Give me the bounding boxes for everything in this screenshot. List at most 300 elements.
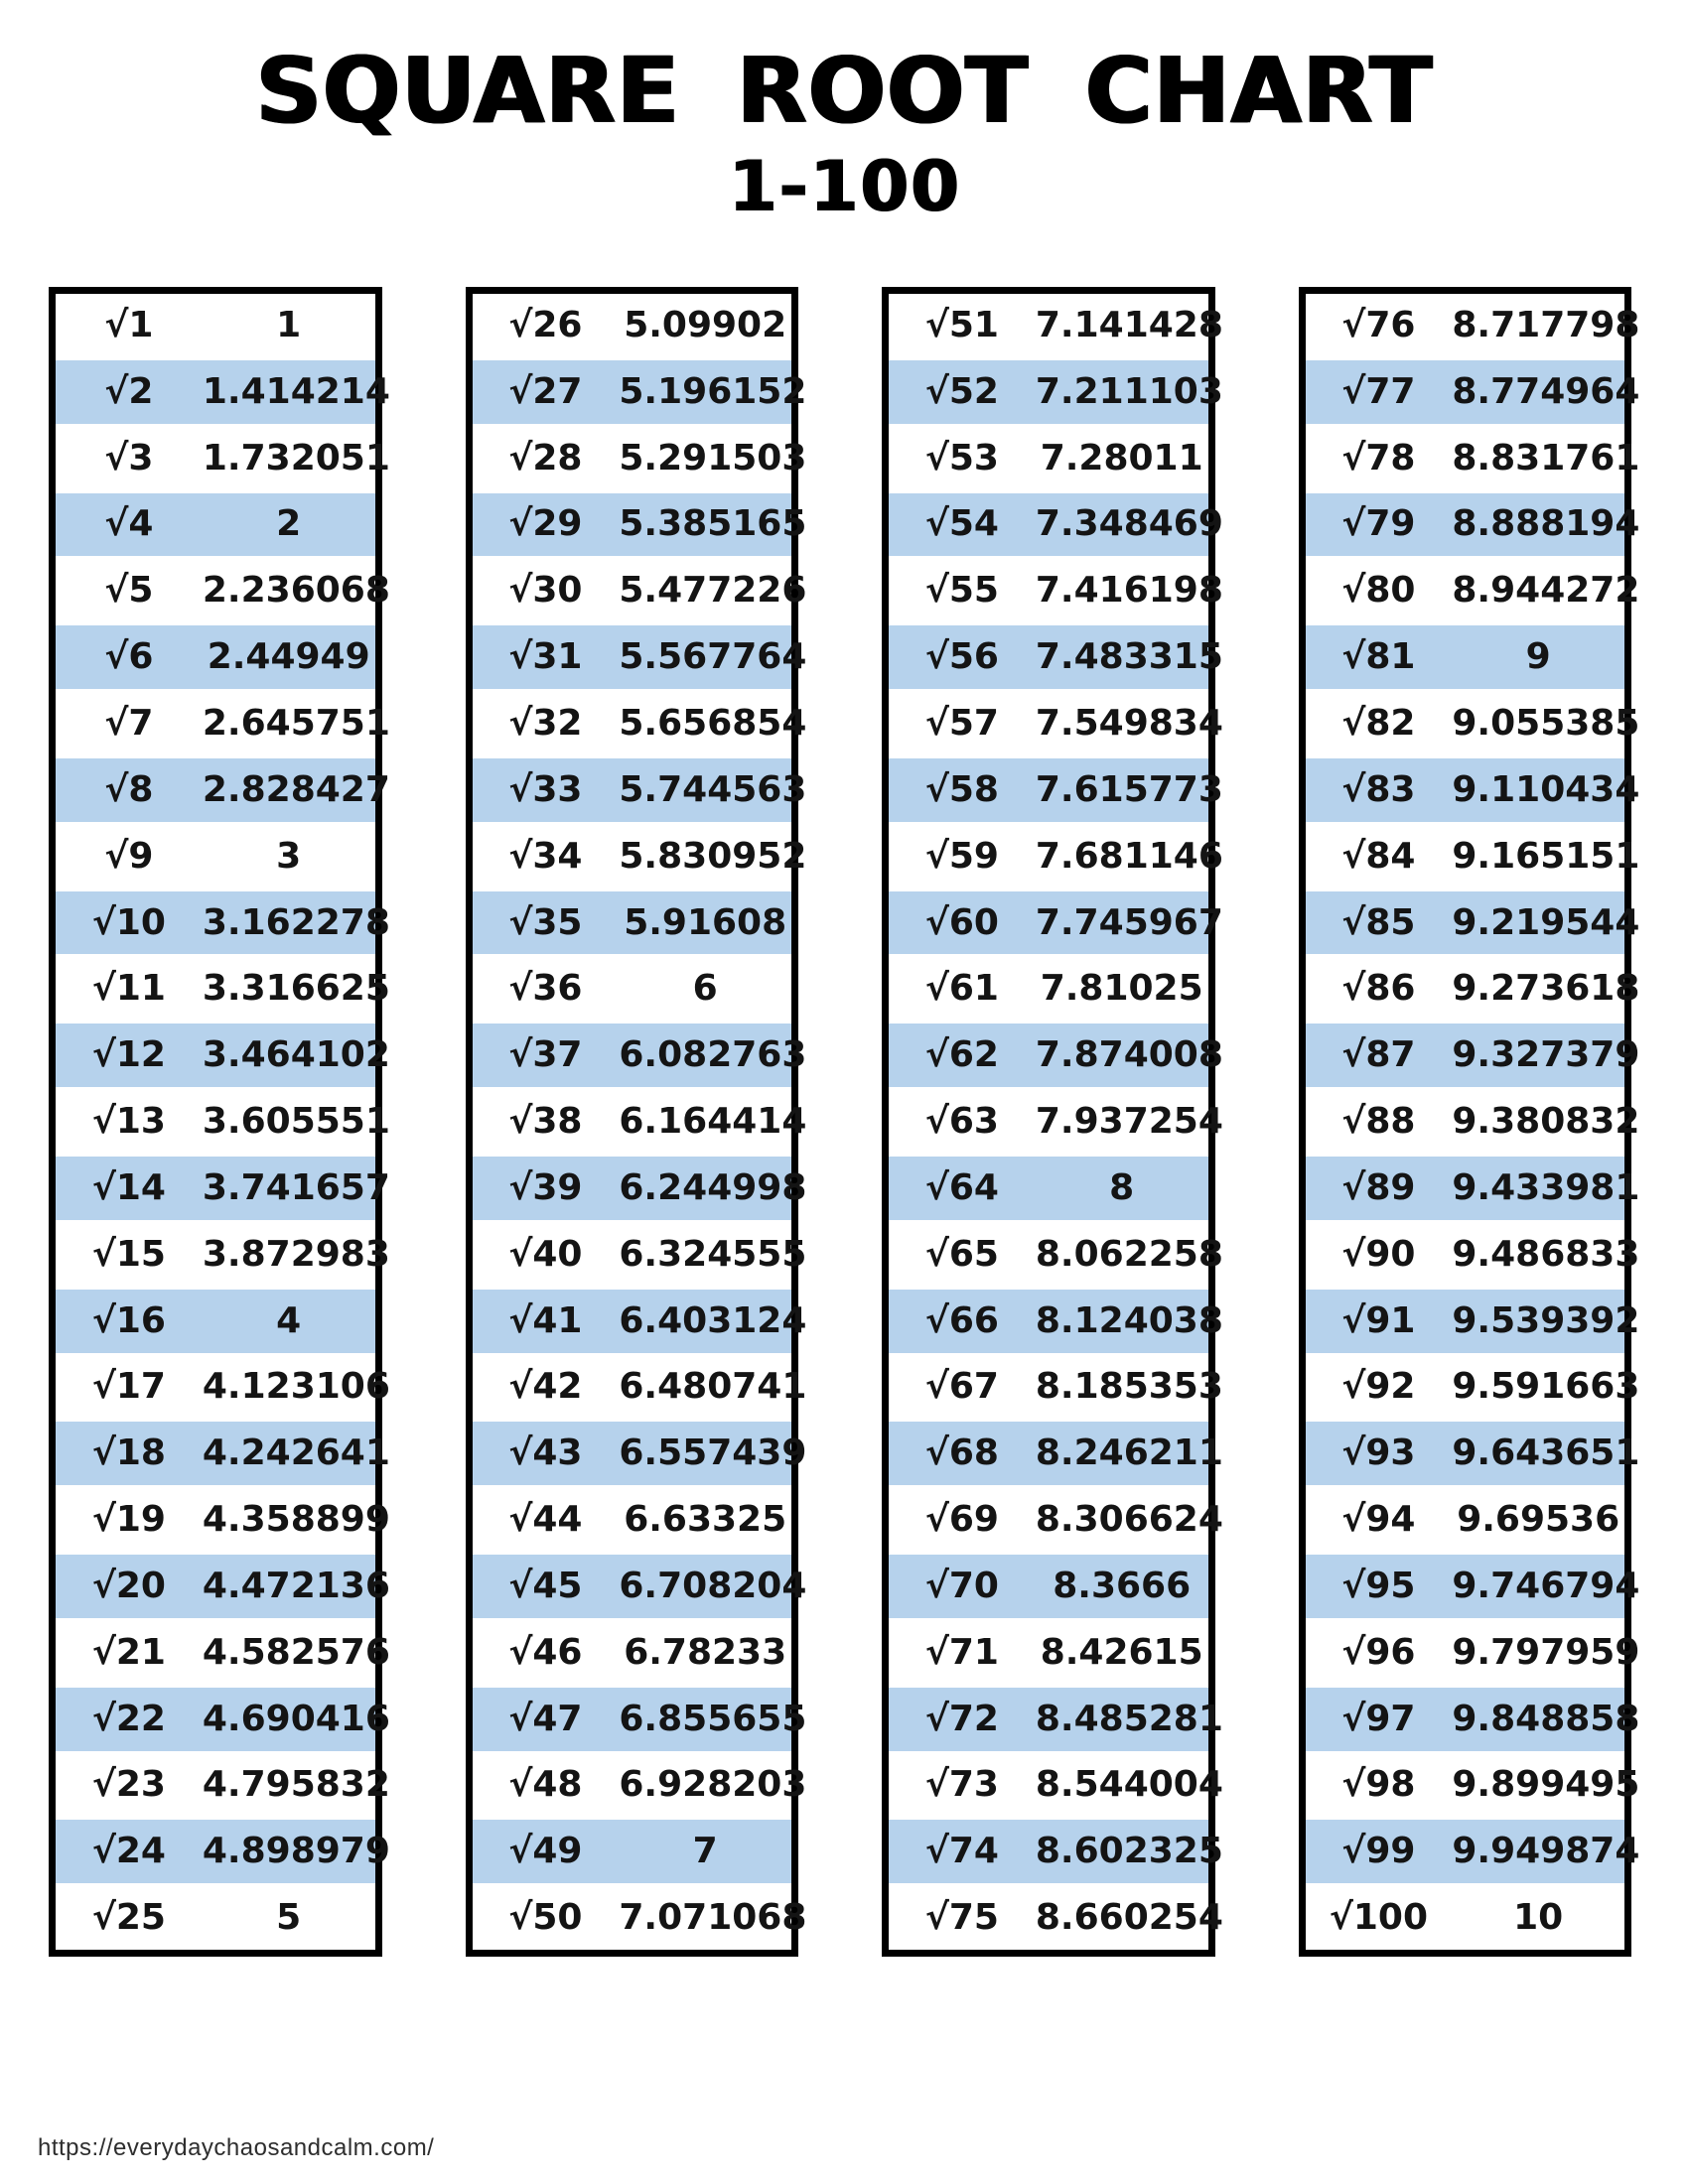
table-row (889, 559, 1223, 622)
table-row (1306, 957, 1640, 1021)
table-row (473, 1287, 807, 1356)
root-value: 8.485281 (1035, 1698, 1223, 1739)
root-expression: √72 (924, 1698, 999, 1739)
root-expression: √80 (1341, 570, 1416, 612)
root-value: 3.162278 (202, 901, 390, 943)
root-value: 6.78233 (624, 1631, 787, 1673)
root-expression: √40 (508, 1233, 583, 1275)
root-expression: √2 (104, 370, 154, 412)
root-value: 6.324555 (619, 1233, 807, 1275)
root-value: 9.848858 (1452, 1698, 1640, 1739)
root-expression: √19 (91, 1499, 166, 1541)
page-subtitle: 1-100 (728, 146, 960, 227)
table-row (473, 1488, 792, 1552)
table-row (56, 294, 375, 357)
root-value: 9.643651 (1452, 1433, 1640, 1474)
table-row (889, 957, 1208, 1021)
table-row (889, 1754, 1223, 1818)
root-expression: √6 (104, 636, 154, 678)
root-value: 8.544004 (1035, 1764, 1223, 1806)
root-expression: √100 (1329, 1897, 1429, 1939)
table-row (473, 294, 792, 357)
root-expression: √44 (508, 1499, 583, 1541)
table-row (473, 1154, 807, 1223)
root-expression: √85 (1341, 901, 1416, 943)
root-expression: √42 (508, 1366, 583, 1408)
table-row (889, 1488, 1223, 1552)
root-expression: √3 (104, 437, 154, 478)
root-value: 9.219544 (1452, 901, 1640, 943)
root-value: 1 (276, 304, 302, 345)
root-value: 7.211103 (1035, 370, 1223, 412)
table-row (1306, 1488, 1625, 1552)
root-value: 6.708204 (619, 1565, 807, 1606)
root-expression: √50 (508, 1897, 583, 1939)
root-expression: √69 (924, 1499, 999, 1541)
root-expression: √55 (924, 570, 999, 612)
root-expression: √8 (104, 768, 154, 810)
root-value: 9.110434 (1452, 768, 1640, 810)
root-value: 8.660254 (1035, 1897, 1223, 1939)
table-row (473, 1817, 792, 1886)
table-row (889, 1817, 1223, 1886)
table-row (889, 1621, 1208, 1685)
table-row (56, 1356, 390, 1420)
root-expression: √87 (1341, 1034, 1416, 1076)
root-expression: √89 (1341, 1166, 1416, 1208)
root-expression: √21 (91, 1631, 166, 1673)
table-row (473, 427, 807, 490)
root-value: 5 (276, 1897, 302, 1939)
root-value: 9.273618 (1452, 968, 1640, 1010)
table-row (1306, 1021, 1640, 1090)
table-row (889, 1685, 1223, 1754)
root-expression: √54 (924, 503, 999, 545)
root-value: 1.732051 (202, 437, 390, 478)
root-value: 7.348469 (1035, 503, 1223, 545)
root-expression: √46 (508, 1631, 583, 1673)
square-root-table (49, 287, 390, 1957)
table-row (473, 825, 807, 888)
root-value: 8.944272 (1452, 570, 1640, 612)
root-value: 1.414214 (202, 370, 390, 412)
root-expression: √92 (1341, 1366, 1416, 1408)
root-value: 8.602325 (1035, 1831, 1223, 1872)
root-expression: √99 (1341, 1831, 1416, 1872)
root-expression: √36 (508, 968, 583, 1010)
root-value: 6.082763 (619, 1034, 807, 1076)
root-expression: √76 (1341, 304, 1416, 345)
root-expression: √84 (1341, 835, 1416, 877)
root-value: 3.741657 (202, 1166, 390, 1208)
root-expression: √37 (508, 1034, 583, 1076)
table-row (56, 490, 375, 560)
table-row (56, 888, 390, 958)
root-value: 2.828427 (202, 768, 390, 810)
root-value: 5.91608 (624, 901, 787, 943)
table-row (56, 1685, 390, 1754)
root-value: 7.549834 (1035, 702, 1223, 744)
root-value: 8.306624 (1035, 1499, 1223, 1541)
table-row (473, 357, 807, 427)
table-row (56, 1154, 390, 1223)
root-expression: √41 (508, 1299, 583, 1341)
table-row (889, 755, 1223, 825)
root-expression: √45 (508, 1565, 583, 1606)
root-expression: √47 (508, 1698, 583, 1739)
root-value: 9.055385 (1452, 702, 1640, 744)
table-row (473, 1356, 807, 1420)
root-expression: √65 (924, 1233, 999, 1275)
root-value: 6.63325 (624, 1499, 787, 1541)
root-value: 4.242641 (202, 1433, 390, 1474)
root-value: 6.244998 (619, 1166, 807, 1208)
root-expression: √9 (104, 835, 154, 877)
root-expression: √11 (91, 968, 166, 1010)
root-value: 8.717798 (1452, 304, 1640, 345)
root-value: 9.327379 (1452, 1034, 1640, 1076)
root-value: 5.744563 (619, 768, 807, 810)
root-value: 6.855655 (619, 1698, 807, 1739)
root-expression: √90 (1341, 1233, 1416, 1275)
table-row (56, 559, 390, 622)
table-row (889, 1154, 1208, 1223)
root-expression: √15 (91, 1233, 166, 1275)
table-row (1306, 888, 1640, 958)
root-value: 9.539392 (1452, 1299, 1640, 1341)
table-row (56, 1488, 390, 1552)
root-value: 2.645751 (202, 702, 390, 744)
root-expression: √38 (508, 1101, 583, 1143)
root-expression: √74 (924, 1831, 999, 1872)
root-value: 9.797959 (1452, 1631, 1640, 1673)
table-row (889, 1287, 1223, 1356)
root-value: 7.28011 (1040, 437, 1203, 478)
table-row (889, 1223, 1223, 1287)
root-value: 5.385165 (619, 503, 807, 545)
root-value: 9.380832 (1452, 1101, 1640, 1143)
table-row (56, 1419, 390, 1488)
root-value: 8.3666 (1053, 1565, 1192, 1606)
table-row (889, 294, 1223, 357)
root-value: 2.44949 (207, 636, 370, 678)
table-row (1306, 1685, 1640, 1754)
table-row (56, 622, 375, 692)
root-expression: √81 (1341, 636, 1416, 678)
table-row (473, 1021, 807, 1090)
root-value: 4.690416 (202, 1698, 390, 1739)
root-expression: √17 (91, 1366, 166, 1408)
root-value: 5.477226 (619, 570, 807, 612)
root-expression: √70 (924, 1565, 999, 1606)
root-expression: √5 (104, 570, 154, 612)
table-row (473, 490, 807, 560)
table-row (889, 825, 1223, 888)
root-expression: √51 (924, 304, 999, 345)
root-expression: √52 (924, 370, 999, 412)
root-value: 7.681146 (1035, 835, 1223, 877)
root-expression: √30 (508, 570, 583, 612)
root-expression: √35 (508, 901, 583, 943)
root-value: 5.09902 (624, 304, 787, 345)
table-row (1306, 427, 1640, 490)
table-row (889, 888, 1223, 958)
table-row (56, 1223, 390, 1287)
root-expression: √98 (1341, 1764, 1416, 1806)
root-expression: √77 (1341, 370, 1416, 412)
root-value: 5.830952 (619, 835, 807, 877)
root-expression: √28 (508, 437, 583, 478)
table-row (56, 1817, 390, 1886)
table-row (473, 1552, 807, 1621)
root-value: 3.605551 (202, 1101, 390, 1143)
table-row (1306, 825, 1640, 888)
table-row (889, 1419, 1223, 1488)
root-expression: √75 (924, 1897, 999, 1939)
root-value: 4.358899 (202, 1499, 390, 1541)
root-expression: √62 (924, 1034, 999, 1076)
root-value: 3.464102 (202, 1034, 390, 1076)
table-row (473, 622, 807, 692)
root-expression: √34 (508, 835, 583, 877)
root-value: 7.615773 (1035, 768, 1223, 810)
root-expression: √82 (1341, 702, 1416, 744)
root-expression: √32 (508, 702, 583, 744)
table-row (56, 755, 390, 825)
table-row (56, 1090, 390, 1154)
root-value: 8.774964 (1452, 370, 1640, 412)
root-expression: √49 (508, 1831, 583, 1872)
table-row (56, 357, 390, 427)
root-expression: √10 (91, 901, 166, 943)
root-expression: √94 (1341, 1499, 1416, 1541)
table-row (56, 427, 390, 490)
root-value: 3.872983 (202, 1233, 390, 1275)
root-expression: √13 (91, 1101, 166, 1143)
table-row (56, 825, 375, 888)
square-root-table (882, 287, 1223, 1957)
root-expression: √23 (91, 1764, 166, 1806)
root-value: 7.81025 (1040, 968, 1203, 1010)
root-expression: √39 (508, 1166, 583, 1208)
table-row (473, 1685, 807, 1754)
root-value: 9.486833 (1452, 1233, 1640, 1275)
table-row (1306, 357, 1640, 427)
root-expression: √95 (1341, 1565, 1416, 1606)
root-expression: √33 (508, 768, 583, 810)
table-row (56, 1621, 390, 1685)
root-value: 6 (692, 968, 718, 1010)
table-row (473, 559, 807, 622)
root-expression: √60 (924, 901, 999, 943)
table-row (1306, 1817, 1640, 1886)
root-value: 8.185353 (1035, 1366, 1223, 1408)
table-row (1306, 1552, 1640, 1621)
root-expression: √29 (508, 503, 583, 545)
root-value: 4.123106 (202, 1366, 390, 1408)
table-row (1306, 1090, 1640, 1154)
root-expression: √48 (508, 1764, 583, 1806)
table-row (56, 1552, 390, 1621)
table-row (1306, 1287, 1640, 1356)
root-expression: √43 (508, 1433, 583, 1474)
table-row (889, 490, 1223, 560)
table-row (1306, 294, 1640, 357)
table-row (889, 1886, 1223, 1950)
root-expression: √79 (1341, 503, 1416, 545)
root-expression: √88 (1341, 1101, 1416, 1143)
table-row (56, 1021, 390, 1090)
square-root-table (1299, 287, 1640, 1957)
root-expression: √86 (1341, 968, 1416, 1010)
table-row (1306, 1886, 1625, 1950)
table-row (473, 1886, 807, 1950)
table-row (56, 1287, 375, 1356)
root-expression: √91 (1341, 1299, 1416, 1341)
root-value: 7.874008 (1035, 1034, 1223, 1076)
root-value: 5.656854 (619, 702, 807, 744)
table-row (889, 1552, 1208, 1621)
root-expression: √64 (924, 1166, 999, 1208)
root-value: 5.196152 (619, 370, 807, 412)
root-value: 7 (692, 1831, 718, 1872)
root-expression: √25 (91, 1897, 166, 1939)
table-row (56, 1886, 375, 1950)
root-value: 6.557439 (619, 1433, 807, 1474)
root-value: 4 (276, 1299, 302, 1341)
root-value: 9.69536 (1457, 1499, 1620, 1541)
root-expression: √56 (924, 636, 999, 678)
table-row (1306, 1356, 1640, 1420)
table-row (1306, 1754, 1640, 1818)
footer-url: https://everydaychaosandcalm.com/ (38, 2134, 435, 2161)
table-row (1306, 1419, 1640, 1488)
root-value: 9.746794 (1452, 1565, 1640, 1606)
table-row (1306, 1223, 1640, 1287)
table-row (1306, 1621, 1640, 1685)
root-expression: √4 (104, 503, 154, 545)
root-value: 9.591663 (1452, 1366, 1640, 1408)
table-row (1306, 622, 1625, 692)
root-expression: √61 (924, 968, 999, 1010)
table-row (473, 1754, 807, 1818)
root-value: 6.164414 (619, 1101, 807, 1143)
table-row (889, 1356, 1223, 1420)
root-value: 6.928203 (619, 1764, 807, 1806)
root-expression: √12 (91, 1034, 166, 1076)
root-value: 8.062258 (1035, 1233, 1223, 1275)
root-value: 4.582576 (202, 1631, 390, 1673)
root-expression: √93 (1341, 1433, 1416, 1474)
root-value: 10 (1513, 1897, 1564, 1939)
table-row (1306, 559, 1640, 622)
page-title: SQUARE ROOT CHART (255, 38, 1433, 144)
root-value: 4.795832 (202, 1764, 390, 1806)
table-row (889, 1021, 1223, 1090)
table-row (1306, 692, 1640, 755)
root-value: 2 (276, 503, 302, 545)
root-expression: √97 (1341, 1698, 1416, 1739)
root-value: 7.483315 (1035, 636, 1223, 678)
root-expression: √63 (924, 1101, 999, 1143)
root-value: 9.899495 (1452, 1764, 1640, 1806)
root-expression: √14 (91, 1166, 166, 1208)
root-value: 9.949874 (1452, 1831, 1640, 1872)
root-expression: √96 (1341, 1631, 1416, 1673)
table-row (473, 1419, 807, 1488)
root-value: 6.480741 (619, 1366, 807, 1408)
root-value: 8.42615 (1040, 1631, 1203, 1673)
root-value: 4.898979 (202, 1831, 390, 1872)
table-row (473, 1621, 792, 1685)
root-expression: √20 (91, 1565, 166, 1606)
table-row (473, 1223, 807, 1287)
root-value: 7.416198 (1035, 570, 1223, 612)
root-expression: √67 (924, 1366, 999, 1408)
square-root-table (466, 287, 807, 1957)
root-expression: √18 (91, 1433, 166, 1474)
root-expression: √24 (91, 1831, 166, 1872)
root-value: 7.937254 (1035, 1101, 1223, 1143)
root-value: 3.316625 (202, 968, 390, 1010)
root-expression: √22 (91, 1698, 166, 1739)
table-row (473, 888, 792, 958)
table-row (1306, 1154, 1640, 1223)
root-expression: √73 (924, 1764, 999, 1806)
root-expression: √26 (508, 304, 583, 345)
table-row (56, 1754, 390, 1818)
root-value: 7.141428 (1035, 304, 1223, 345)
table-row (889, 1090, 1223, 1154)
root-value: 2.236068 (202, 570, 390, 612)
root-expression: √58 (924, 768, 999, 810)
root-expression: √27 (508, 370, 583, 412)
root-value: 9.433981 (1452, 1166, 1640, 1208)
table-row (473, 692, 807, 755)
table-row (473, 1090, 807, 1154)
table-row (56, 957, 390, 1021)
table-row (889, 357, 1223, 427)
root-expression: √53 (924, 437, 999, 478)
root-expression: √57 (924, 702, 999, 744)
root-value: 9.165151 (1452, 835, 1640, 877)
root-expression: √71 (924, 1631, 999, 1673)
tables-container (49, 287, 1640, 1957)
table-row (1306, 755, 1640, 825)
table-row (56, 692, 390, 755)
table-row (889, 622, 1223, 692)
root-value: 9 (1525, 636, 1551, 678)
root-expression: √1 (104, 304, 154, 345)
root-value: 5.291503 (619, 437, 807, 478)
root-expression: √7 (104, 702, 154, 744)
root-value: 8.831761 (1452, 437, 1640, 478)
root-expression: √68 (924, 1433, 999, 1474)
root-value: 8.888194 (1452, 503, 1640, 545)
root-value: 7.745967 (1035, 901, 1223, 943)
root-value: 3 (276, 835, 302, 877)
table-row (473, 755, 807, 825)
root-expression: √78 (1341, 437, 1416, 478)
root-value: 7.071068 (619, 1897, 807, 1939)
root-value: 8 (1109, 1166, 1135, 1208)
root-expression: √31 (508, 636, 583, 678)
root-value: 6.403124 (619, 1299, 807, 1341)
root-value: 4.472136 (202, 1565, 390, 1606)
root-expression: √59 (924, 835, 999, 877)
root-value: 8.246211 (1035, 1433, 1223, 1474)
root-value: 5.567764 (619, 636, 807, 678)
